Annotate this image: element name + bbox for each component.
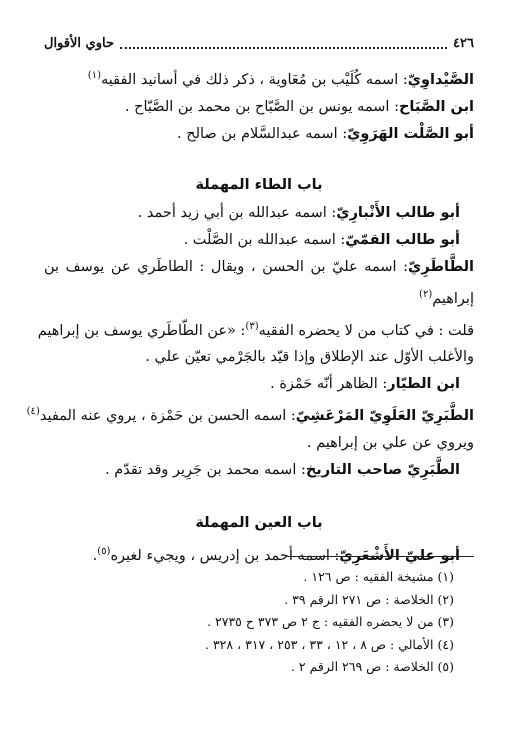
- page-number: ٤٢٦: [453, 35, 474, 51]
- entry-text: : اسمه عليّ بن الحسن ، ويقال : الطاطَري عن يوسف بن: [44, 258, 409, 275]
- footnote-ref: (٢): [419, 288, 433, 300]
- entry-text: ويروي عن علي بن إبراهيم .: [306, 435, 474, 452]
- footnote-ref: (١): [87, 70, 101, 81]
- footnote-ref: (٥): [97, 546, 111, 558]
- section-title-taa: باب الطاء المهملة: [195, 176, 323, 193]
- entry-text: : اسمه عبدالسَّلام بن صالح .: [177, 125, 348, 142]
- entry-text: : اسمه عبدالله بن الصَّلْت .: [183, 231, 346, 248]
- footnote-separator: [288, 556, 474, 557]
- running-header: [44, 32, 474, 54]
- page-body: [26, 62, 474, 570]
- entry-text: : الظاهر أنّه حَمْزة .: [270, 376, 388, 393]
- commentary-text: : «عن الطّاطَري يوسف بن إبراهيم: [37, 322, 246, 339]
- entry-text: .: [92, 548, 98, 565]
- entry-line: [44, 94, 474, 121]
- entry-line: [44, 371, 474, 398]
- entry-name: الطَّبَرِيّ صاحب التاريخ: [305, 462, 460, 479]
- commentary-line: [37, 313, 474, 345]
- entry-line: [44, 457, 474, 484]
- entry-name: أبو طالب القمّيّ: [345, 231, 460, 248]
- entry-text: : اسمه محمد بن جَرِير وقد تقدّم .: [105, 462, 306, 479]
- entry-name: الطَّبَرِيّ العَلَوِيّ المَرْعَشِيّ: [295, 408, 474, 425]
- entry-name: ابن الصَّبَاح: [398, 98, 474, 115]
- entry-text: : اسمه كُلَيْب بن مُعَاوية ، ذكر ذلك في أسانيد الفقيه: [100, 71, 408, 88]
- entry-name: أبو طالب الأَنْبارِيّ: [336, 204, 460, 221]
- entry-line: [44, 227, 474, 254]
- book-page: [26, 0, 474, 735]
- entry-line: [44, 62, 474, 94]
- footnote: (١) مشيخة الفقيه : ص ١٢٦ .: [303, 569, 454, 584]
- footnote: (٥) الخلاصة : ص ٢٦٩ الرقم ٢ .: [290, 659, 454, 674]
- entry-name: ابن الطيّار: [387, 376, 460, 393]
- entry-line: [26, 398, 474, 430]
- entry-line: [44, 254, 474, 281]
- entry-line: [44, 200, 474, 227]
- footnote: (٢) الخلاصة : ص ٢٧١ الرقم ٣٩ .: [284, 591, 454, 607]
- entry-text: : اسمه أحمد بن إدريس ، ويجيء لغيره: [110, 548, 340, 565]
- entry-name: الطَّاطَرِيّ: [408, 258, 474, 275]
- entry-name: أبو الصَّلْت الهَرَوِيّ: [347, 125, 474, 142]
- entry-line-continued: [44, 430, 474, 457]
- footnote-ref: (٤): [26, 406, 40, 418]
- header-dot-leader: [120, 38, 447, 49]
- commentary-text: قلت : في كتاب من لا يحضره الفقيه: [258, 322, 474, 339]
- entry-line-continued: [44, 281, 474, 313]
- footnote-ref: (٣): [245, 320, 259, 332]
- footnote: (٤) الأمالي : ص ٨ ، ١٢ ، ٣٣ ، ٢٥٣ ، ٣١٧ ، ٣٢٨ .: [205, 636, 454, 652]
- entry-line: [44, 121, 474, 148]
- footnotes: [44, 566, 474, 679]
- entry-text: : اسمه الحسن بن حَمْزة ، يروي عنه المفيد: [39, 408, 296, 425]
- running-title: حاوي الأقوال: [44, 35, 114, 51]
- entry-name: الصَّيْداوِيّ: [407, 71, 474, 88]
- entry-name: أبو عليّ الأَشْعَرِيّ: [339, 548, 460, 565]
- entry-text: : اسمه عبدالله بن أبي زيد أحمد .: [137, 204, 337, 221]
- entry-text: : اسمه يونس بن الصَّبّاح بن محمد بن الصَّبّاح .: [124, 98, 399, 115]
- entry-text: إبراهيم: [432, 290, 474, 307]
- commentary-text: والأغلب الأوّل عند الإطلاق وإذا قيّد بالجَرْمي تعيّن علي .: [145, 349, 474, 366]
- commentary-line: [44, 344, 474, 371]
- section-title-ayn: باب العين المهملة: [195, 515, 323, 532]
- footnote: (٣) من لا يحضره الفقيه : ج ٢ ص ٣٧٣ ح ٢٧٣٥ .: [207, 614, 454, 629]
